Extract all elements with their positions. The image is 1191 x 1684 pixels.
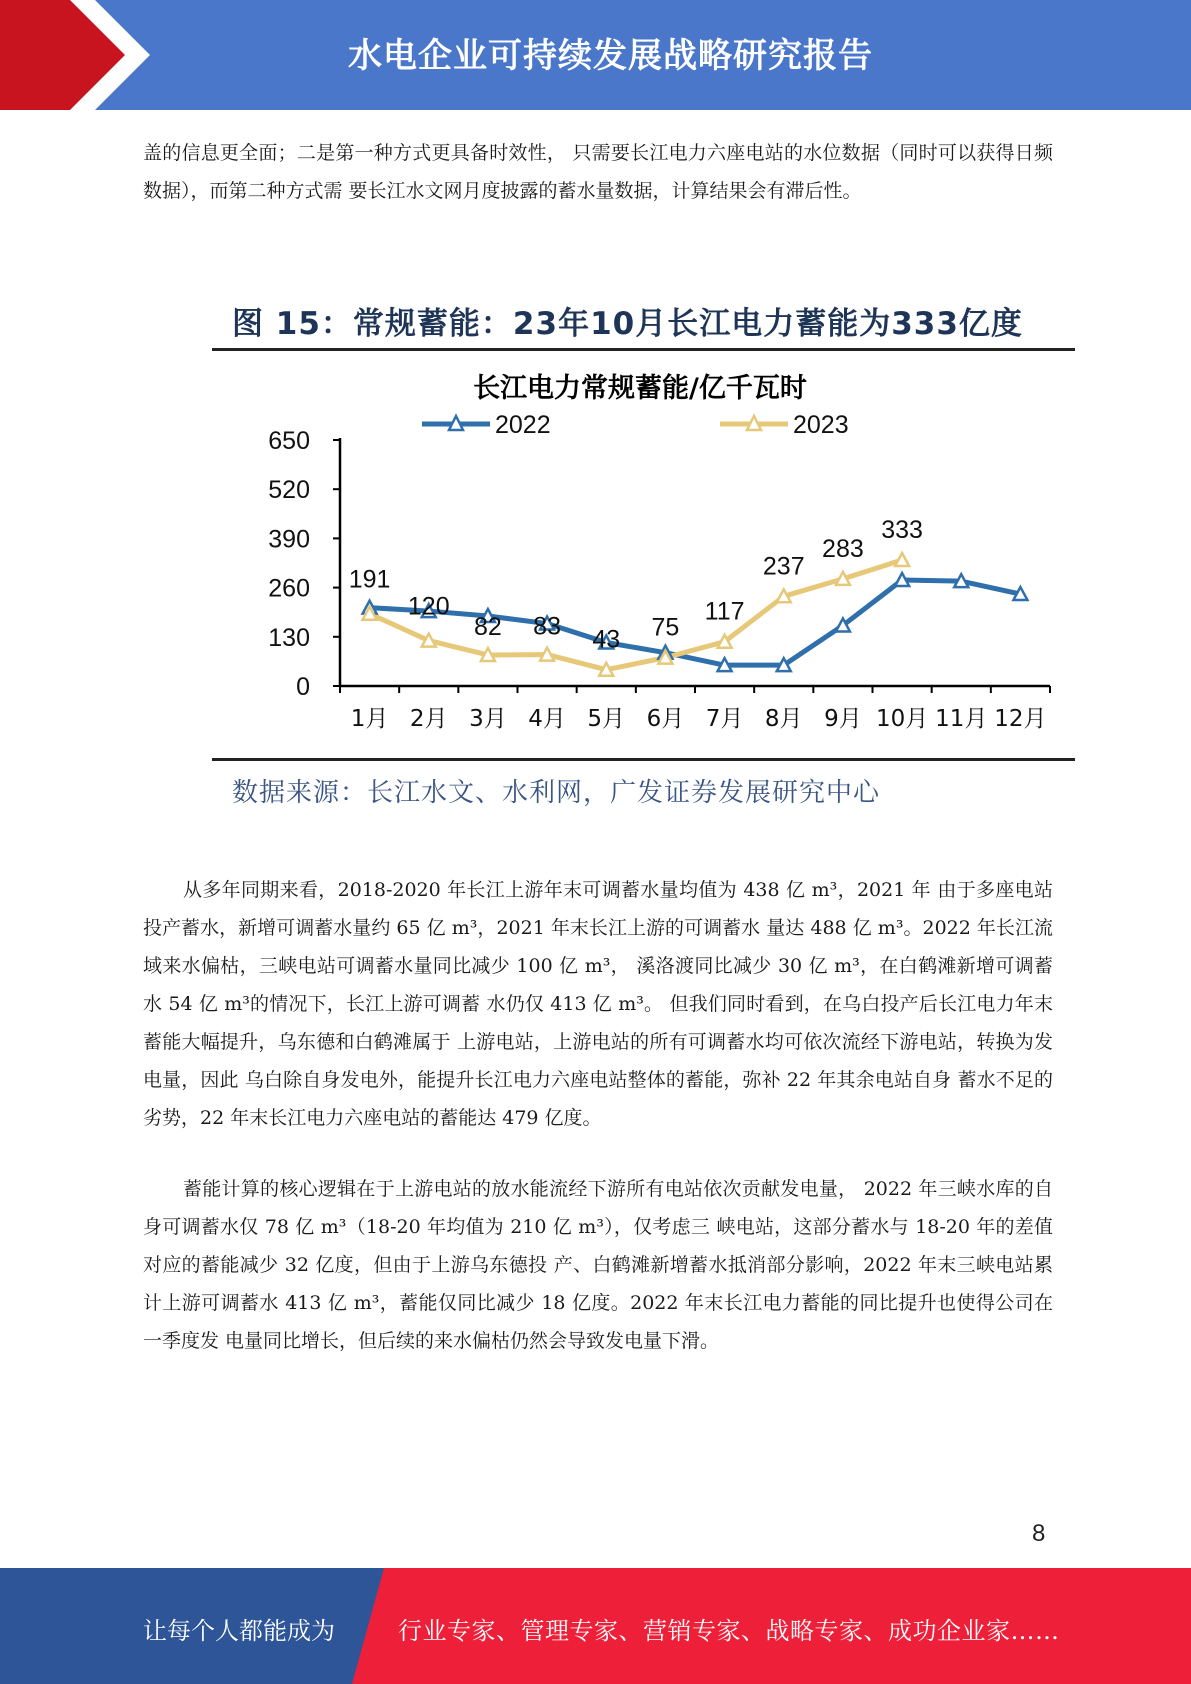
data-label: 43 xyxy=(592,625,621,654)
y-tick-label: 390 xyxy=(268,525,310,554)
y-tick-label: 260 xyxy=(268,574,310,603)
data-label: 333 xyxy=(881,515,923,544)
x-tick-label: 12月 xyxy=(994,706,1047,732)
data-point-2022 xyxy=(895,573,909,586)
data-label: 75 xyxy=(651,613,680,642)
data-point-2023 xyxy=(422,634,436,647)
paragraph-storage-history: 从多年同期来看，2018-2020 年长江上游年末可调蓄水量均值为 438 亿 m³，2021 年 由于多座电站投产蓄水，新增可调蓄水量约 65 亿 m³，2021 年末长江上游的可调蓄水 量达 488 亿 m³。2022 年长江流域来水偏枯，三峡电站可调蓄水量同比减少 100 亿 m³， 溪洛渡同比减少 30 亿 m³，在白鹤滩新增可调蓄水 54 亿 m³的情况下，长江上游可调蓄 水仍仅 413 亿 m³。 但我们同时看到，在乌白投产后长江电力年末蓄能大幅提升，乌东德和白鹤滩属于 上游电站，上游电站的所有可调蓄水均可依次流经下游电站，转换为发电量，因此 乌白除自身发电外，能提升长江电力六座电站整体的蓄能，弥补 22 年其余电站自身 蓄水不足的劣势，22 年末长江电力六座电站的蓄能达 479 亿度。 xyxy=(143,879,1053,1129)
data-point-2022 xyxy=(718,658,732,671)
paragraph-intro: 盖的信息更全面；二是第一种方式更具备时效性， 只需要长江电力六座电站的水位数据（同时可以获得日频数据），而第二种方式需 要长江水文网月度披露的蓄水量数据，计算结果会有滞后性。 xyxy=(143,142,1053,202)
y-axis xyxy=(268,427,340,701)
data-point-2023 xyxy=(836,572,850,585)
data-point-2023 xyxy=(481,648,495,661)
y-tick-label: 650 xyxy=(268,427,310,455)
figure-source: 数据来源：长江水文、水利网，广发证券发展研究中心 xyxy=(232,778,881,808)
x-axis xyxy=(340,686,1050,732)
x-tick-label: 9月 xyxy=(824,706,862,732)
x-tick-label: 1月 xyxy=(350,706,389,732)
data-label: 283 xyxy=(822,534,864,563)
data-point-2023 xyxy=(540,648,554,661)
page-title: 水电企业可持续发展战略研究报告 xyxy=(348,36,873,76)
data-label: 83 xyxy=(533,612,561,641)
header-banner xyxy=(0,0,1191,110)
legend-label-2023: 2023 xyxy=(793,411,849,439)
data-point-2023 xyxy=(895,553,909,566)
x-tick-label: 4月 xyxy=(528,706,566,732)
line-chart xyxy=(212,360,1075,750)
x-tick-label: 2月 xyxy=(409,706,448,732)
figure-top-rule xyxy=(212,348,1075,351)
x-tick-label: 8月 xyxy=(764,706,803,732)
chart-title: 长江电力常规蓄能/亿千瓦时 xyxy=(473,373,807,404)
data-point-2023 xyxy=(599,663,613,676)
x-tick-label: 6月 xyxy=(646,706,685,732)
x-tick-label: 10月 xyxy=(875,706,929,732)
x-tick-label: 5月 xyxy=(587,706,626,732)
legend-label-2022: 2022 xyxy=(495,411,551,439)
paragraph-storage-logic: 蓄能计算的核心逻辑在于上游电站的放水能流经下游所有电站依次贡献发电量， 2022 年三峡水库的自身可调蓄水仅 78 亿 m³（18-20 年均值为 210 亿 m³），仅考虑三 峡电站，这部分蓄水与 18-20 年的差值对应的蓄能减少 32 亿度，但由于上游乌东德投 产、白鹤滩新增蓄水抵消部分影响，2022 年末三峡电站累计上游可调蓄水 413 亿 m³，蓄能仅同比减少 18 亿度。2022 年末长江电力蓄能的同比提升也使得公司在一季度发 电量同比增长，但后续的来水偏枯仍然会导致发电量下滑。 xyxy=(143,1178,1053,1352)
data-label: 120 xyxy=(407,592,450,621)
y-tick-label: 520 xyxy=(268,476,310,505)
figure-title: 图 15：常规蓄能：23年10月长江电力蓄能为333亿度 xyxy=(232,306,1023,342)
data-point-2022 xyxy=(954,574,968,587)
x-tick-label: 11月 xyxy=(935,706,988,732)
footer-slogan-right: 行业专家、管理专家、营销专家、战略专家、成功企业家…… xyxy=(398,1617,1060,1645)
data-label: 82 xyxy=(474,612,502,641)
x-tick-label: 3月 xyxy=(469,706,507,732)
series-lines xyxy=(363,553,1028,676)
data-label: 237 xyxy=(762,552,805,581)
data-label: 117 xyxy=(704,597,745,626)
data-point-2023 xyxy=(777,589,791,602)
data-label: 191 xyxy=(348,565,391,594)
y-tick-label: 130 xyxy=(268,623,310,652)
x-tick-label: 7月 xyxy=(705,706,744,732)
y-tick-label: 0 xyxy=(296,673,310,701)
data-point-2022 xyxy=(1013,587,1027,600)
footer-slogan-left: 让每个人都能成为 xyxy=(143,1617,335,1645)
figure-bottom-rule xyxy=(212,758,1075,761)
page-number: 8 xyxy=(1032,1520,1046,1547)
chart-legend xyxy=(422,411,849,439)
